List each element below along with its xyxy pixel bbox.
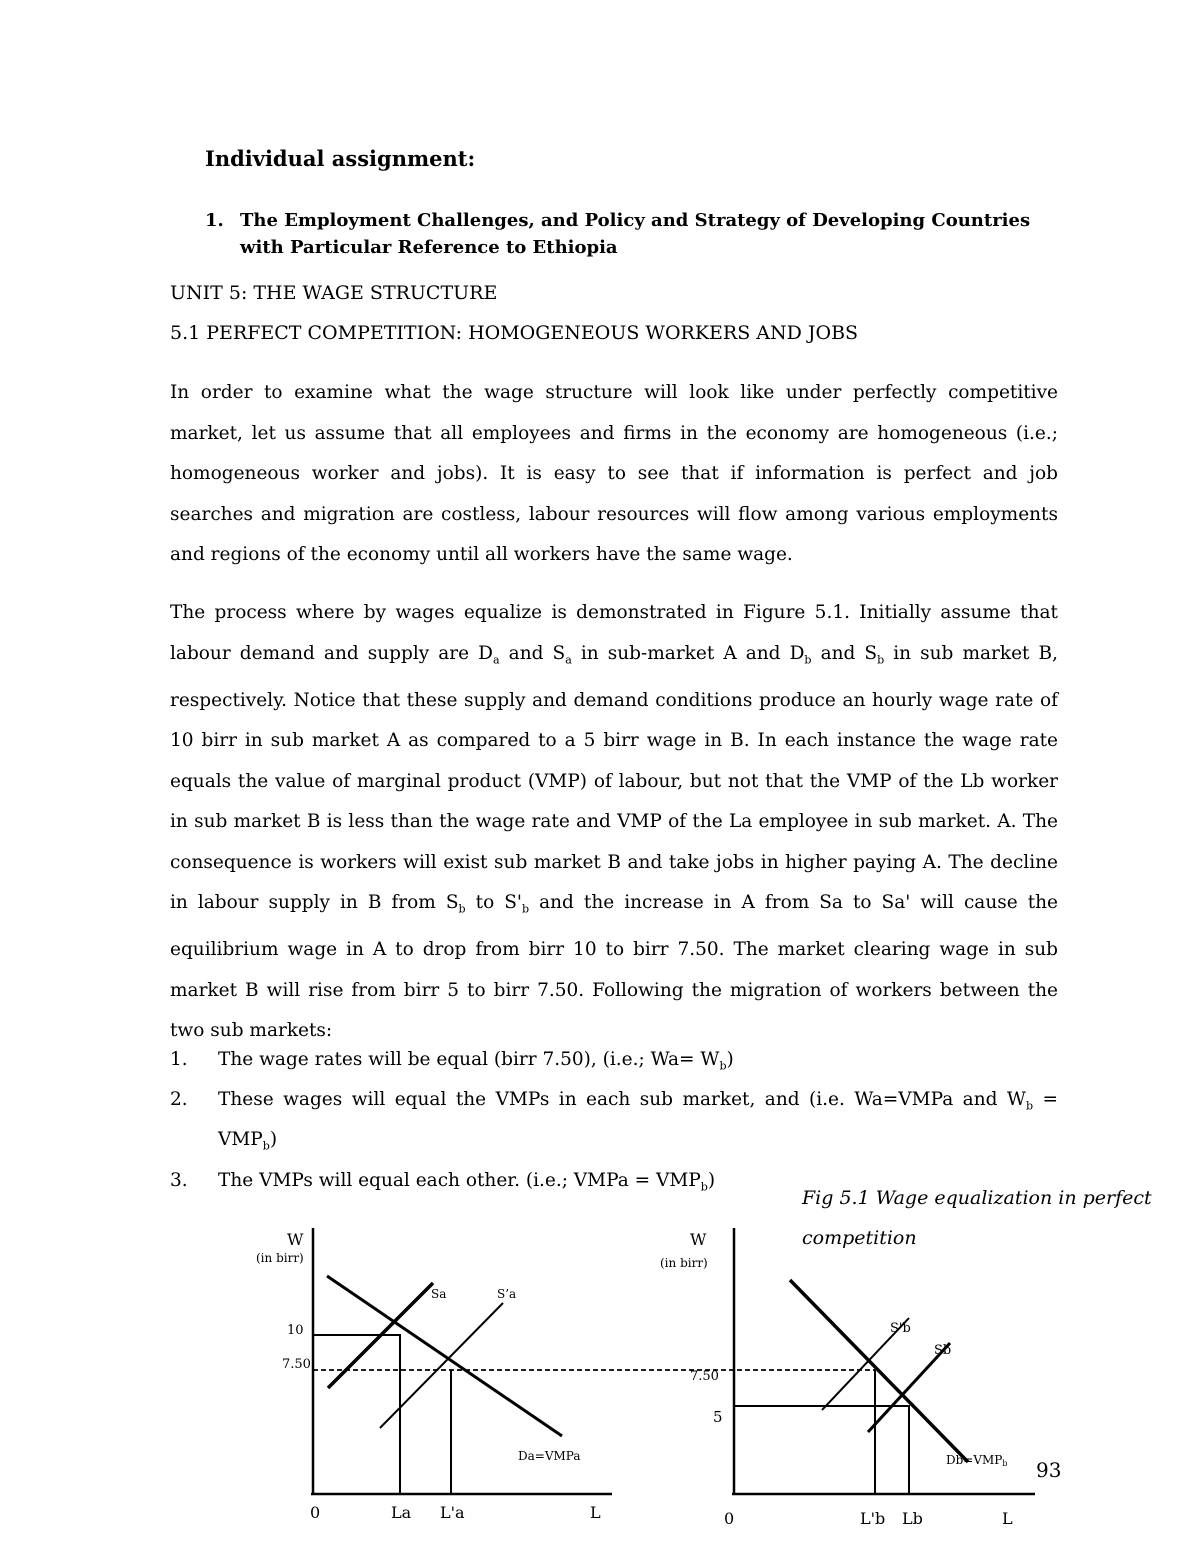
panel-b-tick-750: 7.50 (690, 1369, 719, 1384)
panel-b-tick-5: 5 (713, 1408, 723, 1426)
panel-b-demand-label: Db=VMPb (946, 1453, 1008, 1468)
panel-b-y-unit: (in birr) (660, 1256, 708, 1270)
section-title: 5.1 PERFECT COMPETITION: HOMOGENEOUS WORKERS AND JOBS (170, 322, 859, 344)
panel-a-x-label: L (590, 1503, 601, 1522)
assignment-title-line1: The Employment Challenges, and Policy and Strategy of Developing Countries (240, 210, 1031, 231)
panel-a-origin: 0 (310, 1503, 321, 1522)
panel-a-S-prime-a-curve (380, 1303, 503, 1428)
panel-b-x-label: L (1002, 1509, 1013, 1528)
assignment-title (240, 207, 1070, 261)
panel-a-demand-label: Da=VMPa (518, 1449, 581, 1463)
panel-a-tick-750: 7.50 (282, 1357, 311, 1372)
page-number: 93 (1036, 1458, 1062, 1482)
panel-b-tick-Lb: Lb (902, 1509, 923, 1528)
panel-b-wage5-guide (734, 1406, 909, 1494)
assignment-heading: Individual assignment: (205, 146, 476, 171)
assignment-title-line2: with Particular Reference to Ethiopia (240, 237, 618, 258)
panel-a-tick-La: La (391, 1503, 412, 1522)
panel-a-y-unit: (in birr) (256, 1251, 304, 1265)
figure-caption: Fig 5.1 Wage equalization in perfect competition (802, 1187, 1152, 1249)
paragraph-1: In order to examine what the wage structure will look like under perfectly competitive market, let us assume that all employees and firms in the economy are homogeneous (i.e.; homogeneous worker and jobs). It is easy to see that if information is perfect and job searches and migration are costless, labour resources will flow among various employments and regions of the economy until all workers have the same wage. (170, 382, 1058, 565)
panel-b-y-label: W (690, 1230, 707, 1249)
panel-a-S-prime-a-label: S’a (497, 1287, 517, 1301)
panel-a-Sa-label: Sa (431, 1287, 447, 1301)
panel-b-tick-Lb-prime: L'b (860, 1509, 886, 1528)
panel-b-demand-curve (790, 1280, 968, 1462)
panel-a-y-label: W (287, 1230, 304, 1249)
panel-a (256, 1228, 612, 1522)
unit-title: UNIT 5: THE WAGE STRUCTURE (170, 282, 498, 304)
wage-equalization-figure (0, 1200, 1200, 1553)
panel-a-tick-10: 10 (287, 1323, 304, 1338)
panel-b-S-prime-b-label: S'b (890, 1321, 911, 1336)
panel-b-origin: 0 (724, 1509, 735, 1528)
panel-a-tick-La-prime: L'a (440, 1503, 465, 1522)
assignment-number: 1. (205, 210, 224, 231)
paragraph-2: The process where by wages equalize is demonstrated in Figure 5.1. Initially assume that labour demand and supply are $D_a$ and $S_a$ in sub-market A and $D_b$ and $S_b$ in sub market B, respectively. Notice that these supply and demand conditions produce an hourly wage rate of 10 birr in sub market A as compared to a 5 birr wage in B. In each instance the wage rate equals the value of marginal product (VMP) of labour, but not that the VMP of the Lb worker in sub market B is less than the wage rate and VMP of the La employee in sub market. A. The consequence is workers will exist sub market B and take jobs in higher paying A. The decline in labour supply in B from $S_b$ to $S'_b$ and the increase in A from Sa to Sa' will cause the equilibrium wage in A to drop from birr 10 to birr 7.50. The market clearing wage in sub market B will rise from birr 5 to birr 7.50. Following the migration of workers between the two sub markets: (170, 602, 1059, 1042)
panel-b (660, 1228, 1035, 1528)
panel-b-Sb-label: Sb (934, 1343, 952, 1358)
